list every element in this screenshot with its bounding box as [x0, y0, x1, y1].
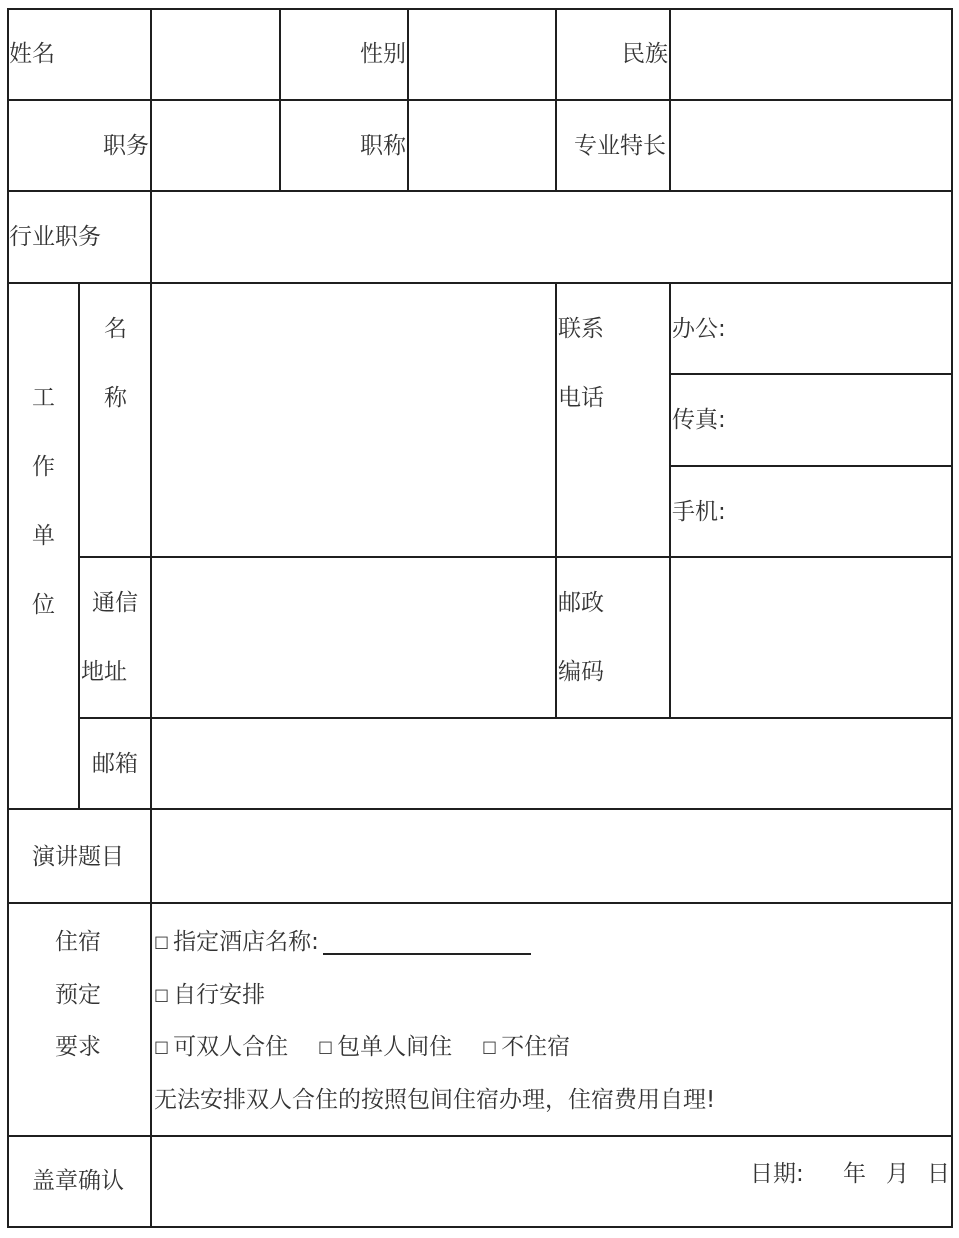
name-field[interactable] [152, 10, 279, 99]
hotel-option-label: 指定酒店名称: [173, 929, 319, 955]
industry-position-field[interactable] [152, 192, 951, 282]
single-room-label: 包单人间住 [337, 1034, 453, 1060]
ethnicity-field[interactable] [671, 10, 951, 99]
month-label: 月 [886, 1161, 909, 1187]
date-label: 日期: [750, 1161, 804, 1187]
email-field[interactable] [152, 719, 951, 808]
no-lodging-label: 不住宿 [501, 1034, 571, 1060]
lodging-label-line: 预定 [55, 982, 101, 1008]
checkbox-icon[interactable]: □ [318, 1037, 334, 1056]
checkbox-icon[interactable]: □ [154, 932, 170, 951]
workplace-label-char: 作 [32, 454, 55, 480]
v-line [951, 8, 953, 1228]
name-label: 姓名 [9, 41, 55, 67]
unit-name-label-char: 称 [104, 385, 127, 411]
hotel-name-input[interactable] [323, 929, 531, 955]
fax-field[interactable] [740, 375, 951, 465]
address-label-line: 通信 [92, 590, 138, 616]
postal-code-label-line: 邮政 [558, 590, 604, 616]
checkbox-icon[interactable]: □ [154, 985, 170, 1004]
fax-label: 传真: [672, 407, 726, 433]
speech-title-field[interactable] [152, 810, 951, 902]
gender-label: 性别 [360, 41, 406, 67]
industry-position-label: 行业职务 [9, 224, 101, 250]
address-field[interactable] [152, 558, 555, 717]
v-line [78, 282, 80, 810]
v-line [7, 8, 9, 1228]
stamp-field[interactable] [152, 1137, 951, 1226]
contact-phone-label-line: 电话 [558, 385, 604, 411]
hotel-option[interactable] [154, 927, 531, 957]
checkbox-icon[interactable]: □ [154, 1037, 170, 1056]
shared-room-label: 可双人合住 [173, 1034, 289, 1060]
title-field[interactable] [409, 101, 555, 190]
office-phone-field[interactable] [740, 284, 951, 373]
workplace-label-char: 位 [32, 592, 55, 618]
lodging-label-line: 要求 [55, 1034, 101, 1060]
address-label-line: 地址 [81, 659, 127, 685]
specialty-label: 专业特长 [574, 133, 666, 159]
office-phone-label: 办公: [672, 316, 726, 342]
unit-name-label-char: 名 [104, 316, 127, 342]
year-label: 年 [843, 1161, 866, 1187]
gender-field[interactable] [409, 10, 555, 99]
ethnicity-label: 民族 [622, 41, 668, 67]
v-line [279, 8, 281, 192]
v-line [555, 8, 557, 192]
specialty-field[interactable] [671, 101, 951, 190]
v-line [555, 282, 557, 719]
workplace-label-char: 单 [32, 523, 55, 549]
self-arrange-option[interactable] [154, 980, 265, 1010]
lodging-note: 无法安排双人合住的按照包间住宿办理，住宿费用自理! [154, 1087, 716, 1113]
email-label: 邮箱 [92, 751, 138, 777]
title-label: 职称 [360, 133, 406, 159]
contact-phone-label-line: 联系 [558, 316, 604, 342]
lodging-label-line: 住宿 [55, 929, 101, 955]
position-label: 职务 [103, 133, 149, 159]
h-line [7, 1226, 953, 1228]
checkbox-icon[interactable]: □ [482, 1037, 498, 1056]
shared-room-option[interactable] [154, 1032, 288, 1062]
h-line [7, 902, 953, 904]
no-lodging-option[interactable] [482, 1032, 570, 1062]
unit-name-field[interactable] [152, 284, 555, 556]
day-label: 日 [927, 1161, 950, 1187]
mobile-field[interactable] [740, 467, 951, 556]
mobile-label: 手机: [672, 499, 726, 525]
single-room-option[interactable] [318, 1032, 452, 1062]
speech-title-label: 演讲题目 [32, 844, 124, 870]
postal-code-field[interactable] [671, 558, 951, 717]
self-arrange-label: 自行安排 [173, 982, 266, 1008]
position-field[interactable] [152, 101, 279, 190]
stamp-label: 盖章确认 [32, 1168, 124, 1194]
postal-code-label-line: 编码 [558, 659, 604, 685]
workplace-label-char: 工 [32, 385, 55, 411]
